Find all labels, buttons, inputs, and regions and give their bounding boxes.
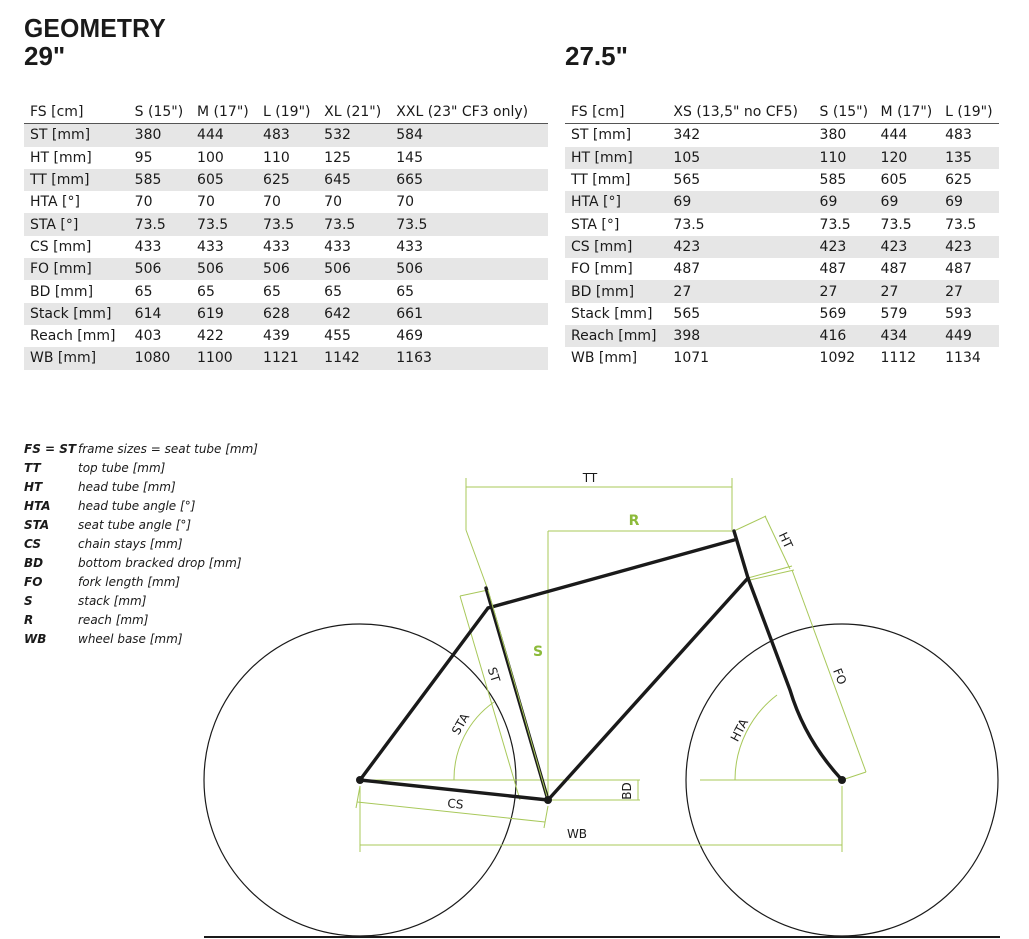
row-label: HT [mm] bbox=[30, 149, 92, 166]
header-cell: FS [cm] bbox=[571, 104, 625, 121]
table-cell: 110 bbox=[814, 147, 875, 169]
table-cell: 506 bbox=[191, 258, 257, 280]
table-cell: 73.5 bbox=[880, 216, 912, 233]
wheel-size-29-label: 29" bbox=[24, 41, 66, 71]
header-cell: S (15") bbox=[819, 104, 869, 121]
table-cell: 65 bbox=[324, 283, 342, 300]
legend-desc: seat tube angle [°] bbox=[78, 518, 192, 532]
table-cell: 1071 bbox=[673, 350, 710, 367]
header-cell: XS (13,5" no CF5) bbox=[673, 104, 798, 121]
table-cell: 628 bbox=[257, 303, 318, 325]
legend-abbr: HT bbox=[24, 480, 43, 494]
legend-abbr: WB bbox=[24, 632, 47, 646]
table-cell: 342 bbox=[673, 127, 701, 144]
table-cell: 506 bbox=[318, 258, 390, 280]
legend-desc: frame sizes = seat tube [mm] bbox=[78, 442, 258, 456]
table-cell: 665 bbox=[390, 169, 548, 191]
legend-desc: fork length [mm] bbox=[78, 575, 181, 589]
table-cell: 483 bbox=[257, 124, 318, 147]
legend-desc: reach [mm] bbox=[78, 613, 149, 627]
table-cell: 619 bbox=[191, 303, 257, 325]
table-cell: 532 bbox=[318, 124, 390, 147]
legend-desc: chain stays [mm] bbox=[78, 537, 183, 551]
table-cell: 95 bbox=[134, 149, 153, 166]
wheel-size-27-5-label: 27.5" bbox=[565, 41, 628, 71]
table-cell: 625 bbox=[945, 172, 972, 189]
table-cell: 1080 bbox=[129, 347, 191, 369]
table-cell: 73.5 bbox=[257, 213, 318, 235]
table-cell: 100 bbox=[197, 149, 224, 166]
legend-desc: bottom bracked drop [mm] bbox=[78, 556, 242, 570]
table-cell: 487 bbox=[945, 261, 972, 278]
table-cell: 449 bbox=[939, 325, 999, 347]
head-tube bbox=[734, 531, 748, 578]
legend-desc: head tube angle [°] bbox=[78, 499, 196, 513]
table-cell: 73.5 bbox=[945, 216, 977, 233]
rear-axle bbox=[356, 776, 364, 784]
row-label: ST [mm] bbox=[571, 127, 632, 144]
table-cell: 1142 bbox=[318, 347, 390, 369]
down-tube bbox=[548, 578, 748, 800]
legend-abbr: FS = ST bbox=[24, 442, 77, 456]
table-cell: 506 bbox=[129, 258, 191, 280]
stack-label: S bbox=[532, 644, 544, 660]
table-cell: 70 bbox=[134, 194, 153, 211]
legend-abbr: S bbox=[24, 594, 33, 608]
ht-label: HT bbox=[775, 529, 796, 551]
header-cell: S (15") bbox=[134, 104, 184, 121]
table-cell: 487 bbox=[673, 261, 701, 278]
table-cell: 69 bbox=[667, 191, 813, 213]
table-cell: 579 bbox=[880, 305, 908, 322]
table-cell: 73.5 bbox=[318, 213, 390, 235]
header-cell: FS [cm] bbox=[30, 104, 84, 121]
legend-abbr: TT bbox=[24, 461, 41, 475]
table-cell: 506 bbox=[257, 258, 318, 280]
legend-desc: head tube [mm] bbox=[78, 480, 176, 494]
table-cell: 110 bbox=[263, 149, 290, 166]
front-axle bbox=[838, 776, 846, 784]
table-cell: 73.5 bbox=[191, 213, 257, 235]
table-cell: 403 bbox=[134, 328, 162, 345]
table-cell: 645 bbox=[318, 169, 390, 191]
sta-label: STA bbox=[448, 710, 473, 738]
table-cell: 125 bbox=[324, 149, 351, 166]
table-cell: 423 bbox=[814, 236, 875, 258]
table-cell: 605 bbox=[880, 172, 908, 189]
table-cell: 1100 bbox=[191, 347, 257, 369]
legend-abbr: BD bbox=[24, 556, 44, 570]
table-cell: 105 bbox=[667, 147, 813, 169]
table-cell: 593 bbox=[945, 305, 972, 322]
table-cell: 380 bbox=[129, 124, 191, 147]
legend-abbr: FO bbox=[24, 575, 43, 589]
table-cell: 65 bbox=[197, 283, 215, 300]
table-cell: 483 bbox=[945, 127, 972, 144]
table-cell: 65 bbox=[396, 283, 415, 300]
table-cell: 65 bbox=[134, 283, 153, 300]
table-cell: 70 bbox=[263, 194, 281, 211]
table-cell: 423 bbox=[667, 236, 813, 258]
table-cell: 423 bbox=[939, 236, 999, 258]
header-cell: L (19") bbox=[945, 104, 993, 121]
table-cell: 565 bbox=[673, 172, 701, 189]
table-cell: 120 bbox=[875, 147, 940, 169]
row-label: TT [mm] bbox=[24, 169, 129, 191]
table-cell: 27 bbox=[814, 280, 875, 302]
table-cell: 584 bbox=[390, 124, 548, 147]
row-label: BD [mm] bbox=[30, 283, 94, 300]
fork bbox=[748, 578, 842, 780]
header-cell: M (17") bbox=[880, 104, 933, 121]
header-cell: L (19") bbox=[263, 104, 311, 121]
legend-abbr: STA bbox=[24, 518, 50, 532]
table-cell: 585 bbox=[819, 172, 847, 189]
row-label: ST [mm] bbox=[24, 124, 129, 147]
table-cell: 565 bbox=[673, 305, 701, 322]
table-cell: 69 bbox=[875, 191, 940, 213]
table-cell: 455 bbox=[324, 328, 351, 345]
table-cell: 444 bbox=[191, 124, 257, 147]
legend-abbr: CS bbox=[24, 537, 42, 551]
table-cell: 65 bbox=[263, 283, 281, 300]
row-label: Reach [mm] bbox=[565, 325, 667, 347]
table-cell: 135 bbox=[939, 147, 999, 169]
tt-label: TT bbox=[582, 471, 598, 485]
header-cell: XXL (23" CF3 only) bbox=[396, 104, 529, 121]
page-title: GEOMETRY bbox=[24, 13, 166, 43]
table-cell: 433 bbox=[396, 238, 423, 255]
cs-extension-left bbox=[356, 786, 360, 808]
table-cell: 506 bbox=[390, 258, 548, 280]
row-label: BD [mm] bbox=[565, 280, 667, 302]
bd-label: BD bbox=[620, 782, 634, 800]
row-label: STA [°] bbox=[571, 216, 620, 233]
legend-abbr: HTA bbox=[24, 499, 51, 513]
fo-label: FO bbox=[830, 666, 850, 687]
table-cell: 661 bbox=[390, 303, 548, 325]
row-label: Stack [mm] bbox=[24, 303, 129, 325]
table-cell: 614 bbox=[129, 303, 191, 325]
table-cell: 70 bbox=[197, 194, 215, 211]
st-extension-top bbox=[460, 590, 488, 596]
table-cell: 605 bbox=[191, 169, 257, 191]
table-cell: 433 bbox=[324, 238, 351, 255]
table-cell: 70 bbox=[324, 194, 342, 211]
table-cell: 73.5 bbox=[129, 213, 191, 235]
table-cell: 416 bbox=[814, 325, 875, 347]
reach-label: R bbox=[628, 513, 640, 529]
table-cell: 439 bbox=[263, 328, 290, 345]
row-label: FO [mm] bbox=[571, 261, 633, 278]
table-cell: 398 bbox=[667, 325, 813, 347]
row-label: HTA [°] bbox=[565, 191, 667, 213]
row-label: Stack [mm] bbox=[571, 305, 653, 322]
row-label: FO [mm] bbox=[24, 258, 129, 280]
table-cell: 1163 bbox=[390, 347, 548, 369]
table-cell: 73.5 bbox=[390, 213, 548, 235]
legend-desc: wheel base [mm] bbox=[78, 632, 183, 646]
wb-label: WB bbox=[566, 827, 588, 841]
table-cell: 433 bbox=[197, 238, 224, 255]
st-dimension-line bbox=[460, 596, 520, 800]
table-cell: 444 bbox=[880, 127, 908, 144]
tt-seat-extension bbox=[466, 530, 488, 590]
table-cell: 380 bbox=[819, 127, 847, 144]
table-cell: 585 bbox=[129, 169, 191, 191]
table-cell: 145 bbox=[396, 149, 423, 166]
row-label: STA [°] bbox=[24, 213, 129, 235]
hta-label: HTA bbox=[727, 716, 752, 744]
table-cell: 487 bbox=[880, 261, 908, 278]
cs-label: CS bbox=[446, 796, 465, 812]
table-cell: 70 bbox=[396, 194, 415, 211]
table-cell: 27 bbox=[667, 280, 813, 302]
table-cell: 487 bbox=[819, 261, 847, 278]
table-cell: 69 bbox=[814, 191, 875, 213]
table-cell: 469 bbox=[396, 328, 423, 345]
row-label: TT [mm] bbox=[571, 172, 631, 189]
table-cell: 569 bbox=[819, 305, 847, 322]
seat-stay bbox=[360, 608, 488, 780]
fo-dimension-line bbox=[792, 570, 866, 772]
table-cell: 433 bbox=[134, 238, 162, 255]
seat-tube-highlight bbox=[488, 590, 548, 800]
row-label: Reach [mm] bbox=[30, 328, 116, 345]
row-label: HTA [°] bbox=[30, 194, 80, 211]
table-cell: 642 bbox=[318, 303, 390, 325]
table-cell: 423 bbox=[875, 236, 940, 258]
row-label: HT [mm] bbox=[565, 147, 667, 169]
legend-desc: top tube [mm] bbox=[78, 461, 166, 475]
legend-desc: stack [mm] bbox=[78, 594, 147, 608]
row-label: WB [mm] bbox=[24, 347, 129, 369]
bottom-bracket bbox=[544, 796, 552, 804]
legend-abbr: R bbox=[24, 613, 34, 627]
table-cell: 27 bbox=[875, 280, 940, 302]
row-label: CS [mm] bbox=[30, 238, 92, 255]
table-cell: 1092 bbox=[819, 350, 856, 367]
header-cell: XL (21") bbox=[324, 104, 382, 121]
row-label: CS [mm] bbox=[565, 236, 667, 258]
table-cell: 1134 bbox=[945, 350, 981, 367]
table-cell: 27 bbox=[939, 280, 999, 302]
cs-extension-right bbox=[544, 806, 548, 828]
table-cell: 434 bbox=[875, 325, 940, 347]
table-cell: 1112 bbox=[880, 350, 917, 367]
st-label: ST bbox=[484, 665, 503, 685]
row-label: WB [mm] bbox=[571, 350, 638, 367]
table-cell: 73.5 bbox=[819, 216, 851, 233]
table-cell: 625 bbox=[257, 169, 318, 191]
header-cell: M (17") bbox=[197, 104, 249, 121]
top-tube bbox=[488, 540, 734, 608]
ht-extension-top bbox=[734, 516, 766, 531]
table-cell: 69 bbox=[939, 191, 999, 213]
table-cell: 422 bbox=[197, 328, 224, 345]
table-cell: 433 bbox=[263, 238, 290, 255]
table-cell: 1121 bbox=[257, 347, 318, 369]
bike-frame bbox=[360, 531, 842, 800]
table-cell: 73.5 bbox=[673, 216, 705, 233]
